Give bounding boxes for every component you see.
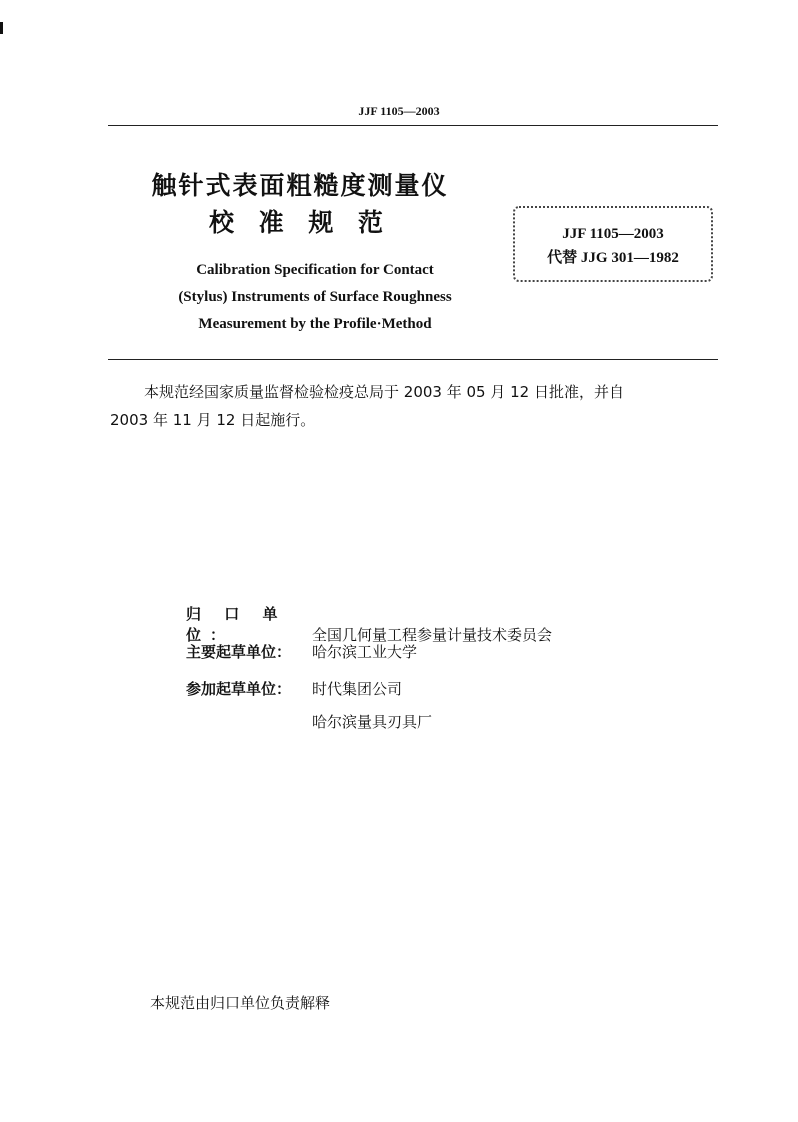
- title-chinese-line1: 触针式表面粗糙度测量仪: [151, 171, 449, 200]
- approval-line1: 本规范经国家质量监督检验检疫总局于 2003 年 05 月 12 日批准，并自: [144, 383, 624, 401]
- participating-unit-row-2: [312, 711, 432, 732]
- main-drafting-unit-label: 主要起草单位：: [186, 643, 292, 661]
- participating-unit-value-1: 时代集团公司: [312, 680, 403, 698]
- responsible-unit-value: 全国几何量工程参量计量技术委员会: [312, 626, 553, 644]
- main-drafting-unit-row: [186, 641, 417, 662]
- replaces-code: 代替 JJG 301—1982: [547, 250, 679, 266]
- section-rule: [108, 359, 718, 360]
- title-english-line2: (Stylus) Instruments of Surface Roughness: [178, 289, 452, 305]
- page-header-code: JJF 1105—2003: [358, 104, 440, 118]
- participating-unit-value-2: 哈尔滨量具刃具厂: [312, 713, 433, 731]
- participating-unit-row: [186, 678, 402, 699]
- approval-line2: 2003 年 11 月 12 日起施行。: [110, 411, 316, 429]
- scan-artifact-mark: [0, 22, 3, 34]
- approval-paragraph: [110, 378, 720, 434]
- interpretation-note: 本规范由归口单位负责解释: [150, 994, 331, 1012]
- header-rule: [108, 125, 718, 126]
- main-drafting-unit-value: 哈尔滨工业大学: [312, 643, 418, 661]
- participating-unit-label: 参加起草单位：: [186, 680, 292, 698]
- title-chinese-line2: 校 准 规 范: [208, 208, 392, 237]
- responsible-unit-row: [186, 603, 552, 645]
- standard-code-box: [513, 206, 713, 282]
- standard-code: JJF 1105—2003: [562, 226, 664, 242]
- title-english-line1: Calibration Specification for Contact: [196, 262, 434, 278]
- title-english-line3: Measurement by the Profile·Method: [198, 316, 432, 332]
- responsible-unit-label: 归 口 单 位：: [186, 605, 287, 644]
